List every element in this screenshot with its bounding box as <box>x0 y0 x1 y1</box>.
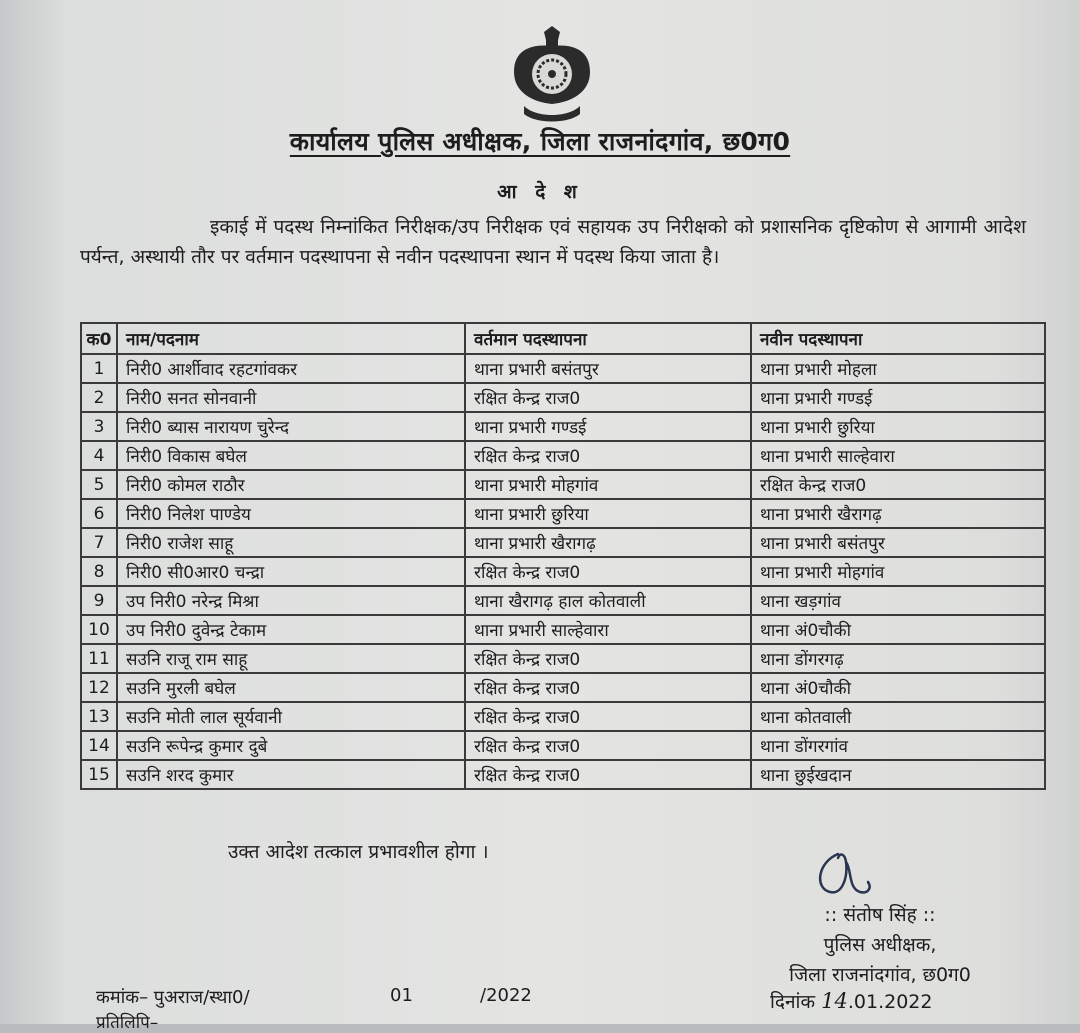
column-header-current-posting: वर्तमान पदस्थापना <box>465 323 751 354</box>
cell-new-posting: थाना प्रभारी साल्हेवारा <box>751 441 1045 470</box>
reference-label: कमांक– पुअराज/स्था0/ <box>96 987 250 1008</box>
reference-year: /2022 <box>480 985 532 1006</box>
signature-image <box>808 848 878 904</box>
cell-new-posting: थाना प्रभारी गण्डई <box>751 383 1045 412</box>
cell-name: सउनि राजू राम साहू <box>117 644 465 673</box>
cell-name: निरी0 विकास बघेल <box>117 441 465 470</box>
column-header-serial: क0 <box>81 323 117 354</box>
table-row <box>81 644 1045 673</box>
cell-current-posting: थाना प्रभारी छुरिया <box>465 499 751 528</box>
cell-new-posting: थाना प्रभारी मोहगांव <box>751 557 1045 586</box>
cell-new-posting: थाना छुईखदान <box>751 760 1045 789</box>
cell-name: निरी0 राजेश साहू <box>117 528 465 557</box>
cell-new-posting: थाना प्रभारी मोहला <box>751 354 1045 383</box>
cell-serial: 6 <box>81 499 117 528</box>
cell-new-posting: थाना अं0चौकी <box>751 615 1045 644</box>
cell-current-posting: थाना खैरागढ़ हाल कोतवाली <box>465 586 751 615</box>
cell-new-posting: थाना कोतवाली <box>751 702 1045 731</box>
cell-name: निरी0 कोमल राठौर <box>117 470 465 499</box>
order-body: इकाई में पदस्थ निम्नांकित निरीक्षक/उप निरीक्षक एवं सहायक उप निरीक्षको को प्रशासनिक दृष्टिकोण से आगामी आदेश पर्यन्त, अस्थायी तौर पर वर्तमान पदस्थापना से नवीन पदस्थापना स्थान में पदस्थ किया जाता है। <box>80 216 1026 268</box>
table-row <box>81 702 1045 731</box>
signatory-designation: पुलिस अधीक्षक, <box>823 934 937 956</box>
cell-serial: 9 <box>81 586 117 615</box>
table-row <box>81 470 1045 499</box>
cell-current-posting: थाना प्रभारी खैरागढ़ <box>465 528 751 557</box>
table-row <box>81 557 1045 586</box>
table-row <box>81 615 1045 644</box>
order-date <box>770 988 932 1014</box>
cell-name: सउनि शरद कुमार <box>117 760 465 789</box>
cell-serial: 2 <box>81 383 117 412</box>
table-row <box>81 354 1045 383</box>
cell-serial: 1 <box>81 354 117 383</box>
reference-number: 01 <box>390 985 413 1006</box>
cell-current-posting: रक्षित केन्द्र राज0 <box>465 760 751 789</box>
cell-name: निरी0 ब्यास नारायण चुरेन्द <box>117 412 465 441</box>
cell-serial: 4 <box>81 441 117 470</box>
date-rest: .01.2022 <box>847 991 933 1013</box>
date-day: 14 <box>821 989 848 1013</box>
cell-serial: 13 <box>81 702 117 731</box>
cell-name: उप निरी0 नरेन्द्र मिश्रा <box>117 586 465 615</box>
cell-current-posting: रक्षित केन्द्र राज0 <box>465 731 751 760</box>
table-row <box>81 499 1045 528</box>
cell-current-posting: रक्षित केन्द्र राज0 <box>465 383 751 412</box>
cell-name: सउनि रूपेन्द्र कुमार दुबे <box>117 731 465 760</box>
table-row <box>81 731 1045 760</box>
cell-current-posting: थाना प्रभारी गण्डई <box>465 412 751 441</box>
cell-new-posting: थाना प्रभारी बसंतपुर <box>751 528 1045 557</box>
cell-serial: 15 <box>81 760 117 789</box>
cell-serial: 11 <box>81 644 117 673</box>
table-row <box>81 673 1045 702</box>
cell-new-posting: थाना खड़गांव <box>751 586 1045 615</box>
cell-new-posting: थाना डोंगरगढ़ <box>751 644 1045 673</box>
cell-new-posting: थाना प्रभारी खैरागढ़ <box>751 499 1045 528</box>
cell-serial: 10 <box>81 615 117 644</box>
cell-current-posting: थाना प्रभारी बसंतपुर <box>465 354 751 383</box>
cell-current-posting: थाना प्रभारी साल्हेवारा <box>465 615 751 644</box>
cell-new-posting: थाना डोंगरगांव <box>751 731 1045 760</box>
signatory-name: :: संतोष सिंह :: <box>824 904 936 926</box>
signatory-block <box>740 900 1020 990</box>
cell-current-posting: थाना प्रभारी मोहगांव <box>465 470 751 499</box>
cell-name: सउनि मोती लाल सूर्यवानी <box>117 702 465 731</box>
police-emblem-icon <box>506 26 598 126</box>
cell-new-posting: थाना अं0चौकी <box>751 673 1045 702</box>
column-header-new-posting: नवीन पदस्थापना <box>751 323 1045 354</box>
cell-serial: 8 <box>81 557 117 586</box>
signatory-district: जिला राजनांदगांव, छ0ग0 <box>789 964 971 986</box>
copy-label: प्रतिलिपि– <box>96 1013 159 1033</box>
cell-current-posting: रक्षित केन्द्र राज0 <box>465 673 751 702</box>
date-label: दिनांक <box>770 991 816 1013</box>
cell-current-posting: रक्षित केन्द्र राज0 <box>465 702 751 731</box>
cell-serial: 7 <box>81 528 117 557</box>
cell-name: सउनि मुरली बघेल <box>117 673 465 702</box>
table-row <box>81 760 1045 789</box>
cell-name: निरी0 सी0आर0 चन्द्रा <box>117 557 465 586</box>
cell-current-posting: रक्षित केन्द्र राज0 <box>465 557 751 586</box>
table-row <box>81 528 1045 557</box>
cell-serial: 5 <box>81 470 117 499</box>
table-row <box>81 412 1045 441</box>
table-row <box>81 586 1045 615</box>
cell-name: निरी0 सनत सोनवानी <box>117 383 465 412</box>
table-header-row <box>81 323 1045 354</box>
cell-serial: 14 <box>81 731 117 760</box>
cell-serial: 3 <box>81 412 117 441</box>
cell-current-posting: रक्षित केन्द्र राज0 <box>465 644 751 673</box>
cell-serial: 12 <box>81 673 117 702</box>
table-row <box>81 383 1045 412</box>
cell-name: निरी0 निलेश पाण्डेय <box>117 499 465 528</box>
cell-current-posting: रक्षित केन्द्र राज0 <box>465 441 751 470</box>
column-header-name: नाम/पदनाम <box>117 323 465 354</box>
cell-name: उप निरी0 दुवेन्द्र टेकाम <box>117 615 465 644</box>
cell-new-posting: थाना प्रभारी छुरिया <box>751 412 1045 441</box>
table-row <box>81 441 1045 470</box>
cell-name: निरी0 आर्शीवाद रहटगांवकर <box>117 354 465 383</box>
postings-table <box>80 322 1046 790</box>
cell-new-posting: रक्षित केन्द्र राज0 <box>751 470 1045 499</box>
effective-note: उक्त आदेश तत्काल प्रभावशील होगा । <box>228 841 489 863</box>
order-heading: आ दे श <box>497 181 583 203</box>
office-title: कार्यालय पुलिस अधीक्षक, जिला राजनांदगांव, छ0ग0 <box>289 127 791 156</box>
